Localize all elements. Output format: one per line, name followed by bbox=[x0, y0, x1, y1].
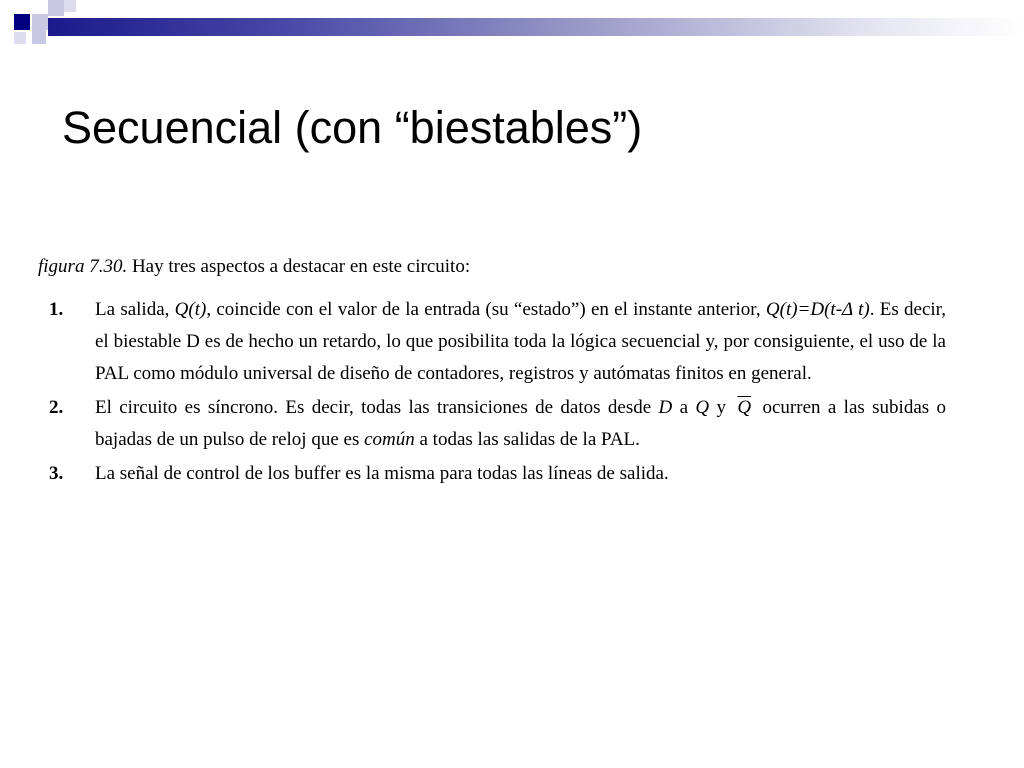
item-number: 3. bbox=[49, 463, 64, 484]
decor-square bbox=[48, 0, 64, 16]
item-text: ocurren a las subidas o bajadas de un pulso de reloj que es bbox=[95, 397, 947, 450]
item-text: a todas las salidas de la PAL. bbox=[414, 429, 640, 450]
item-number: 1. bbox=[49, 299, 64, 320]
decor-square bbox=[14, 14, 30, 30]
intro-line bbox=[38, 256, 946, 278]
item-text: , coincide con el valor de la entrada (su “estado”) en el instante anterior, bbox=[206, 299, 766, 320]
list-item bbox=[38, 458, 946, 490]
formula: Q(t)=D(t-Δ t) bbox=[765, 299, 870, 320]
header-gradient-band bbox=[48, 18, 1024, 36]
item-text: . Es decir, el biestable D es de hecho un retardo, lo que posibilita toda la lógica secuencial y, por consiguiente, el uso de la PAL como módulo universal de diseño de contadores, registros y autómatas finitos en general. bbox=[95, 299, 946, 384]
item-number: 2. bbox=[49, 397, 64, 418]
decor-square bbox=[64, 0, 76, 12]
item-text: a bbox=[672, 397, 696, 418]
decor-square bbox=[32, 14, 48, 30]
intro-text: Hay tres aspectos a destacar en este circuito: bbox=[127, 256, 471, 277]
list-item bbox=[38, 392, 946, 456]
slide-title: Secuencial (con “biestables”) bbox=[62, 102, 643, 153]
decor-square bbox=[32, 30, 46, 44]
symbol-q-bar: $\overline{Q}$ bbox=[737, 397, 752, 418]
list-item bbox=[38, 294, 946, 390]
emphasis: común bbox=[364, 429, 415, 450]
symbol-q: Q bbox=[695, 397, 710, 418]
item-text: La señal de control de los buffer es la misma para todas las líneas de salida. bbox=[95, 463, 669, 484]
item-text: El circuito es síncrono. Es decir, todas las transiciones de datos desde bbox=[95, 397, 659, 418]
figure-reference: figura 7.30. bbox=[38, 256, 128, 277]
item-text: La salida, bbox=[95, 299, 175, 320]
scanned-text-block bbox=[38, 256, 946, 490]
symbol-d: D bbox=[658, 397, 673, 418]
formula: Q(t) bbox=[174, 299, 207, 320]
item-text: y bbox=[709, 397, 734, 418]
decor-square bbox=[14, 32, 26, 44]
